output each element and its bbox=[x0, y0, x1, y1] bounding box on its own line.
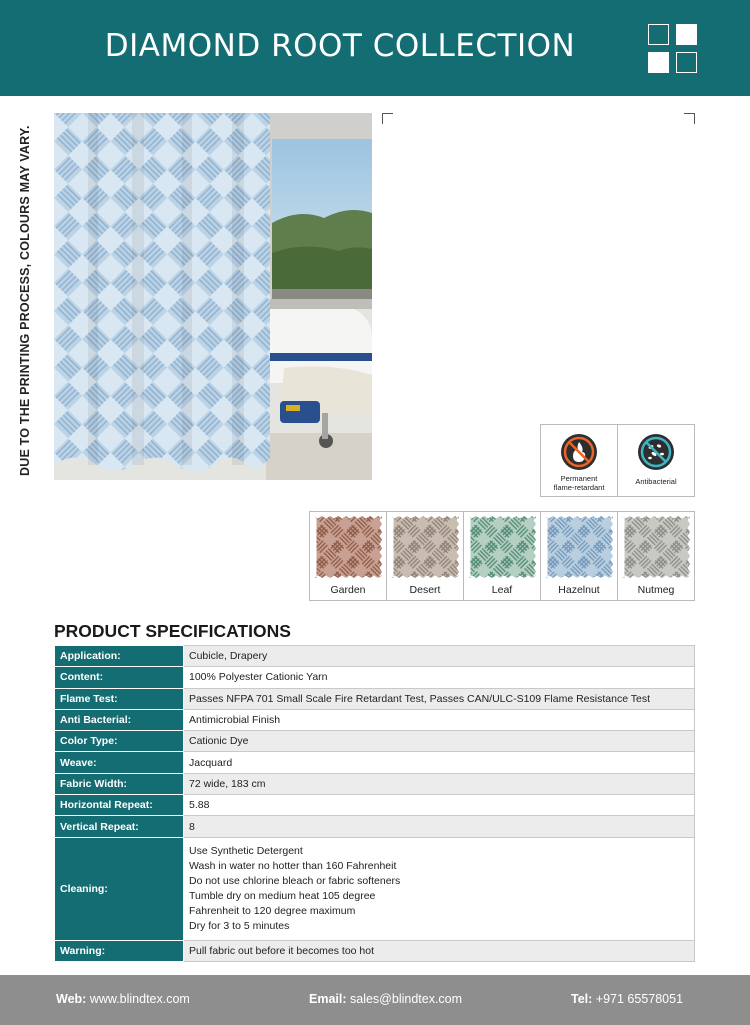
spec-label: Warning: bbox=[55, 940, 184, 961]
spec-title: PRODUCT SPECIFICATIONS bbox=[54, 621, 291, 641]
swatch-desert[interactable] bbox=[386, 512, 463, 600]
spec-value: Jacquard bbox=[184, 752, 695, 773]
table-row bbox=[55, 667, 695, 688]
table-row bbox=[55, 731, 695, 752]
footer-tel-number[interactable]: +971 65578051 bbox=[595, 992, 684, 1006]
swatch-fabric-image bbox=[468, 516, 536, 578]
spec-value: Antimicrobial Finish bbox=[184, 709, 695, 730]
spec-label: Vertical Repeat: bbox=[55, 816, 184, 837]
product-photo bbox=[54, 113, 372, 480]
footer-email-link[interactable]: sales@blindtex.com bbox=[350, 992, 463, 1006]
swatch-hazelnut[interactable] bbox=[540, 512, 617, 600]
colour-disclaimer: DUE TO THE PRINTING PROCESS, COLOURS MAY VARY. bbox=[18, 125, 32, 476]
footer-web-label: Web: bbox=[56, 992, 87, 1006]
footer-email-label: Email: bbox=[309, 992, 347, 1006]
table-row bbox=[55, 646, 695, 667]
corner-mark-right bbox=[684, 113, 695, 124]
swatch-name: Desert bbox=[409, 584, 441, 596]
badge-antibacterial bbox=[617, 425, 694, 496]
swatch-name: Leaf bbox=[491, 584, 513, 596]
spec-value-cleaning bbox=[184, 837, 695, 940]
spec-value: Cubicle, Drapery bbox=[184, 646, 695, 667]
spec-label: Anti Bacterial: bbox=[55, 709, 184, 730]
spec-value: Cationic Dye bbox=[184, 731, 695, 752]
badge-label-line1: Permanent bbox=[560, 474, 598, 483]
footer-web-link[interactable]: www.blindtex.com bbox=[89, 992, 190, 1006]
footer-email bbox=[309, 992, 462, 1006]
antibacterial-icon bbox=[637, 433, 675, 471]
spec-value: 8 bbox=[184, 816, 695, 837]
spec-value: Passes NFPA 701 Small Scale Fire Retardant Test, Passes CAN/ULC-S109 Flame Resistance Test bbox=[184, 688, 695, 709]
table-row bbox=[55, 688, 695, 709]
spec-label: Content: bbox=[55, 667, 184, 688]
spec-value: Pull fabric out before it becomes too hot bbox=[184, 940, 695, 961]
spec-value: 5.88 bbox=[184, 795, 695, 816]
cleaning-line: Use Synthetic Detergent bbox=[189, 844, 303, 857]
header-bar bbox=[0, 0, 750, 96]
feature-badges bbox=[540, 424, 695, 497]
swatch-nutmeg[interactable] bbox=[617, 512, 694, 600]
cleaning-line: Tumble dry on medium heat 105 degree bbox=[189, 889, 376, 902]
spec-label: Horizontal Repeat: bbox=[55, 795, 184, 816]
spec-label: Application: bbox=[55, 646, 184, 667]
cleaning-line: Dry for 3 to 5 minutes bbox=[189, 919, 290, 932]
badge-label-line1: Antibacterial bbox=[635, 477, 677, 486]
swatch-fabric-image bbox=[545, 516, 613, 578]
spec-label: Flame Test: bbox=[55, 688, 184, 709]
spec-label: Cleaning: bbox=[55, 837, 184, 940]
swatch-name: Garden bbox=[330, 584, 366, 596]
swatch-name: Hazelnut bbox=[558, 584, 600, 596]
spec-label: Fabric Width: bbox=[55, 773, 184, 794]
cleaning-line: Wash in water no hotter than 160 Fahrenheit bbox=[189, 859, 397, 872]
table-row bbox=[55, 837, 695, 940]
colour-swatches bbox=[309, 511, 695, 601]
swatch-fabric-image bbox=[622, 516, 690, 578]
spec-label: Weave: bbox=[55, 752, 184, 773]
table-row bbox=[55, 752, 695, 773]
footer-web bbox=[56, 992, 190, 1006]
footer-tel-label: Tel: bbox=[571, 992, 593, 1006]
swatch-garden[interactable] bbox=[310, 512, 386, 600]
swatch-name: Nutmeg bbox=[637, 584, 675, 596]
swatch-leaf[interactable] bbox=[463, 512, 540, 600]
cleaning-line: Fahrenheit to 120 degree maximum bbox=[189, 904, 356, 917]
table-row bbox=[55, 709, 695, 730]
table-row bbox=[55, 795, 695, 816]
cleaning-line: Do not use chlorine bleach or fabric softeners bbox=[189, 874, 401, 887]
spec-value: 72 wide, 183 cm bbox=[184, 773, 695, 794]
badge-label-line2: flame-retardant bbox=[553, 483, 605, 492]
table-row bbox=[55, 940, 695, 961]
page-title: DIAMOND ROOT COLLECTION bbox=[104, 28, 576, 64]
spec-table bbox=[54, 645, 695, 962]
footer-tel bbox=[571, 992, 683, 1006]
spec-value: 100% Polyester Cationic Yarn bbox=[184, 667, 695, 688]
swatch-fabric-image bbox=[314, 516, 382, 578]
badge-flame-retardant bbox=[541, 425, 617, 496]
brand-logo-icon bbox=[648, 24, 698, 74]
table-row bbox=[55, 816, 695, 837]
flame-retardant-icon bbox=[560, 433, 598, 471]
corner-mark-left bbox=[382, 113, 393, 124]
spec-label: Color Type: bbox=[55, 731, 184, 752]
swatch-fabric-image bbox=[391, 516, 459, 578]
footer-bar bbox=[0, 975, 750, 1025]
table-row bbox=[55, 773, 695, 794]
